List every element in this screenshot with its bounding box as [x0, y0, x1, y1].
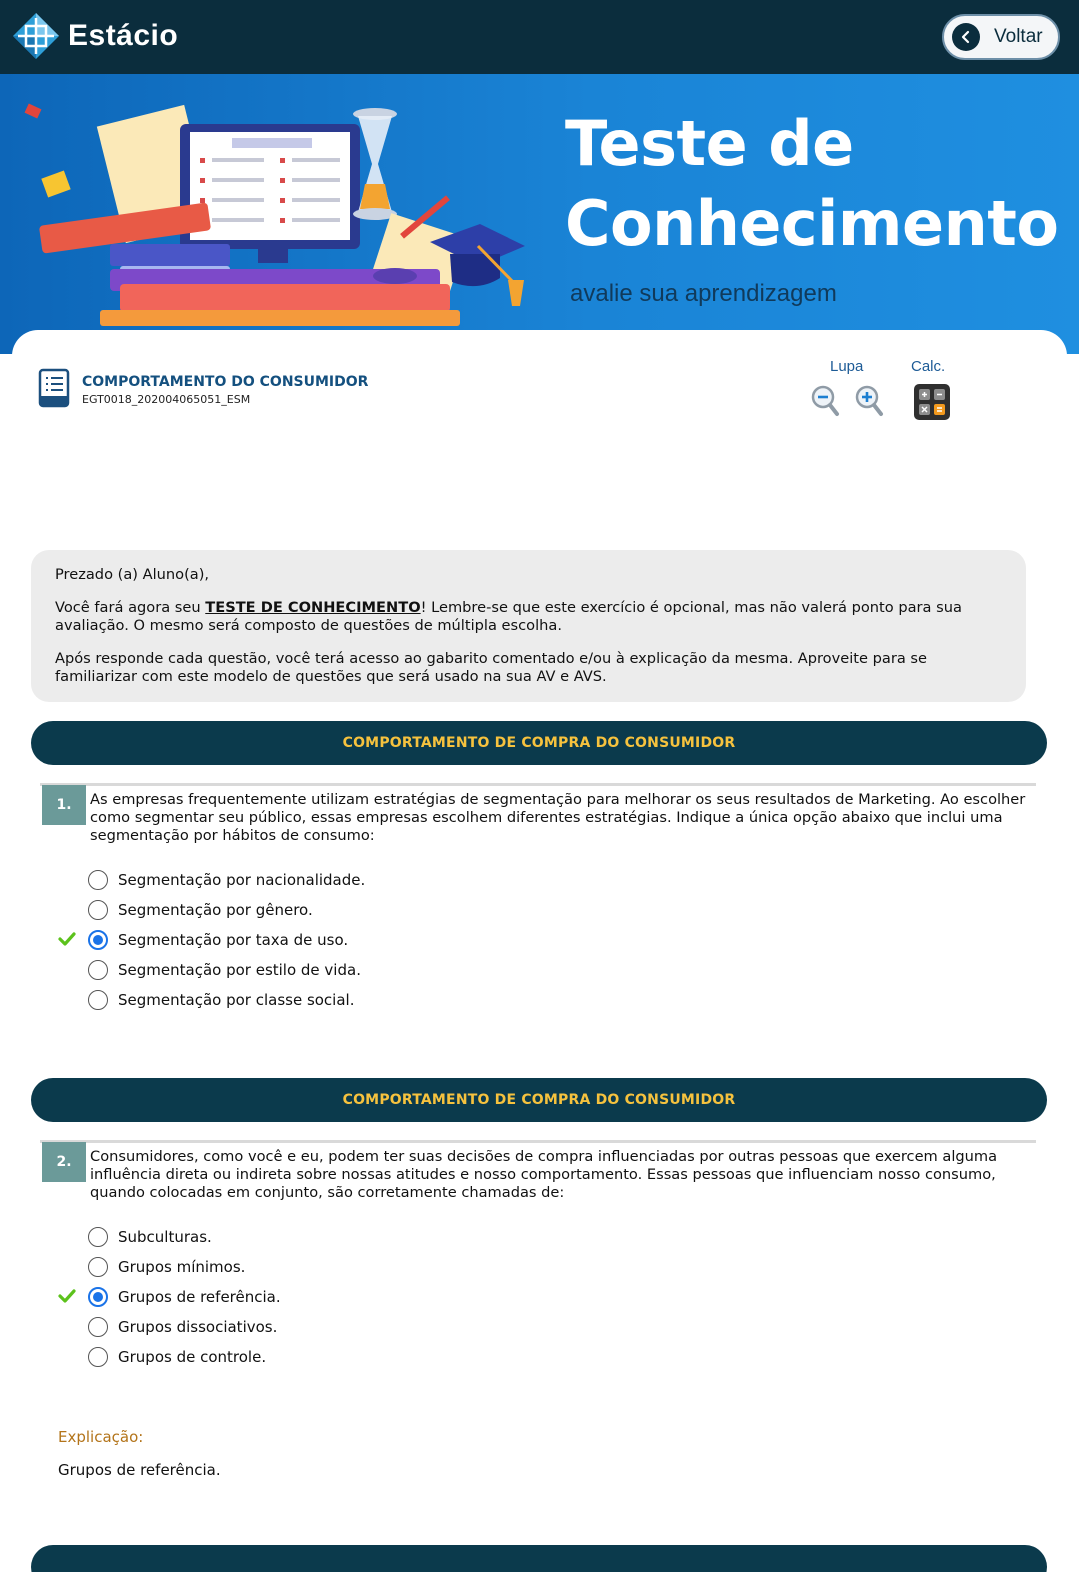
- answer-option-label: Grupos de controle.: [118, 1348, 267, 1366]
- answer-option-selected[interactable]: [88, 1286, 281, 1308]
- answer-option-label: Segmentação por nacionalidade.: [118, 871, 366, 889]
- radio-button[interactable]: [88, 870, 108, 890]
- document-list-icon: [38, 368, 72, 408]
- answer-option-label: Grupos mínimos.: [118, 1258, 246, 1276]
- question-divider: [40, 1140, 1036, 1143]
- radio-button[interactable]: [88, 1227, 108, 1247]
- answer-option[interactable]: [88, 869, 365, 891]
- radio-button-selected[interactable]: [88, 930, 108, 950]
- answer-option[interactable]: [88, 1256, 245, 1278]
- course-code: EGT0018_202004065051_ESM: [82, 393, 251, 406]
- radio-button[interactable]: [88, 1347, 108, 1367]
- answer-option[interactable]: [88, 1316, 277, 1338]
- estacio-logo-icon: [12, 12, 60, 60]
- intro-paragraph-1: [55, 599, 1002, 635]
- banner-subtitle: avalie sua aprendizagem: [570, 280, 837, 307]
- section-header: COMPORTAMENTO DE COMPRA DO CONSUMIDOR: [31, 1078, 1047, 1122]
- back-button[interactable]: [942, 14, 1060, 60]
- answer-option-selected[interactable]: [88, 929, 348, 951]
- intro-notice: [31, 550, 1026, 702]
- section-header-next: [31, 1545, 1047, 1572]
- magnifier-label: Lupa: [830, 358, 864, 375]
- banner-title-line2: Conhecimento: [565, 187, 1059, 260]
- answer-option-label: Segmentação por taxa de uso.: [118, 931, 349, 949]
- zoom-in-icon[interactable]: [854, 384, 884, 418]
- intro-paragraph-2: Após responde cada questão, você terá acesso ao gabarito comentado e/ou à explicação da mesma. Aproveite para se familiarizar com este modelo de questões que será usado na sua AV e AVS.: [55, 650, 927, 685]
- answer-option[interactable]: [88, 899, 313, 921]
- intro-p1-end: ! Lembre-se que este exercício é opcional, mas não valerá ponto para sua avaliação. O mesmo será composto de questões de múltipla escolha.: [55, 599, 962, 634]
- checkmark-icon: [58, 932, 76, 946]
- answer-option-label: Segmentação por gênero.: [118, 901, 313, 919]
- answer-option-label: Grupos de referência.: [118, 1288, 281, 1306]
- question-number: 1.: [42, 785, 86, 825]
- answer-option-label: Segmentação por estilo de vida.: [118, 961, 361, 979]
- intro-p1-highlight: TESTE DE CONHECIMENTO: [205, 599, 421, 616]
- calculator-icon[interactable]: [914, 384, 950, 420]
- radio-button[interactable]: [88, 1257, 108, 1277]
- course-header: [38, 368, 368, 408]
- course-title: COMPORTAMENTO DO CONSUMIDOR: [82, 374, 369, 390]
- radio-button[interactable]: [88, 990, 108, 1010]
- back-button-label: Voltar: [994, 26, 1043, 47]
- answer-option[interactable]: [88, 959, 361, 981]
- hero-banner: [0, 74, 1079, 354]
- answer-option-label: Subculturas.: [118, 1228, 212, 1246]
- banner-title: [565, 104, 1058, 264]
- tool-panel: [806, 358, 966, 428]
- answer-option-label: Segmentação por classe social.: [118, 991, 355, 1009]
- top-bar: [0, 0, 1079, 74]
- chevron-left-icon: [952, 23, 980, 51]
- answer-option[interactable]: [88, 1226, 212, 1248]
- checkmark-icon: [58, 1289, 76, 1303]
- radio-button[interactable]: [88, 960, 108, 980]
- question-text: As empresas frequentemente utilizam estratégias de segmentação para melhorar os seus resultados de Marketing. Ao escolher como segmentar seu público, essas empresas escolhem diferentes estratégias. Indique a única opção abaixo que inclui uma segmentação por hábitos de consumo:: [90, 791, 1026, 844]
- answer-option[interactable]: [88, 989, 354, 1011]
- quiz-illustration: [0, 74, 560, 354]
- zoom-out-icon[interactable]: [810, 384, 840, 418]
- radio-button[interactable]: [88, 900, 108, 920]
- intro-p1-start: Você fará agora seu: [55, 599, 206, 616]
- banner-title-line1: Teste de: [565, 107, 854, 180]
- answer-option-label: Grupos dissociativos.: [118, 1318, 278, 1336]
- radio-button-selected[interactable]: [88, 1287, 108, 1307]
- question-divider: [40, 783, 1036, 786]
- intro-greeting: Prezado (a) Aluno(a),: [55, 566, 210, 583]
- calculator-label: Calc.: [911, 358, 946, 375]
- answer-option[interactable]: [88, 1346, 266, 1368]
- section-header: COMPORTAMENTO DE COMPRA DO CONSUMIDOR: [31, 721, 1047, 765]
- logo-text: Estácio: [68, 19, 179, 52]
- estacio-logo[interactable]: [12, 12, 178, 60]
- question-text: Consumidores, como você e eu, podem ter suas decisões de compra influenciadas por outras pessoas que exercem alguma influência direta ou indireta sobre nossas atitudes e nosso comportamento. Essas pessoas que influenciam nosso consumo, quando colocadas em conjunto, são corretamente chamadas de:: [90, 1148, 998, 1201]
- radio-button[interactable]: [88, 1317, 108, 1337]
- explanation-text: Grupos de referência.: [58, 1461, 221, 1479]
- question-number: 2.: [42, 1142, 86, 1182]
- explanation-label: Explicação:: [58, 1428, 144, 1446]
